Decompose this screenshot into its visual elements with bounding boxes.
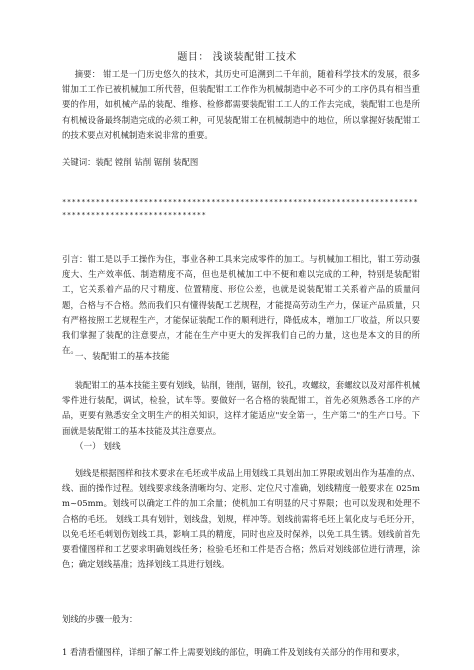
separator-line: ******************************************************************************************************** <box>62 198 419 219</box>
keywords-line: 关键词：装配 镗削 钻削 锯削 装配图 <box>62 157 199 167</box>
marking-step-1: 1 看清看懂图样，详细了解工件上需要划线的部位，明确工件及划线有关部分的作用和要求， <box>62 647 405 657</box>
section-basic-skills-paragraph: 装配钳工的基本技能主要有划线，钻削，锉削，锯削，铰孔，攻螺纹，套螺纹以及对部件机械零件进行装配，调试，检验，试车等。要做好一名合格的装配钳工，首先必须熟悉各工序的产品，更要有熟悉安全文明生产的相关知识，这样才能适应"安全第一，生产第二"的生产口号。下面就是装配钳工的基本技能及其注意要点。 <box>62 380 420 436</box>
document-title: 题目： 浅谈装配钳工技术 <box>177 52 297 63</box>
abstract-paragraph: 摘要： 钳工是一门历史悠久的技术，其历史可追溯到二千年前，随着科学技术的发展，很多钳加工工作已被机械加工所代替，但装配钳工工作作为机械制造中必不可少的工序仍具有相当重要的作用，如机械产品的装配、维修、检修都需要装配钳工工人的工作去完成，装配钳工也是所有机械设备最终制造完成的必须工种，可见装配钳工在机械制造中的地位，所以掌握好装配钳工的技术要点对机械制造来说非常的重要。 <box>62 69 420 140</box>
section-heading-basic-skills: 一、装配钳工的基本技能 <box>74 352 170 362</box>
introduction-paragraph: 引言：钳工是以手工操作为住，事业各种工具来完成零件的加工。与机械加工相比，钳工劳动强度大、生产效率低、制造精度不高，但也是机械加工中不便和难以完成的工种，特别是装配钳工，它关系着产品的尺寸精度、位置精度、形位公差，也就是说装配钳工关系着产品的质量问题，合格与不合格。然而我们只有懂得装配工艺规程，才能提高劳动生产力，保证产品质量，只有严格按照工艺规程生产，才能保证装配工作的顺利进行，降低成本，增加工厂收益，所以只要我们掌握了装配的注意要点，才能在生产中更大的发挥我们自己的力量，这也是本文的目的所在。 <box>62 254 420 356</box>
subsection-heading-marking: （一） 划线 <box>74 442 121 452</box>
marking-paragraph: 划线是根据图样和技术要求在毛坯或半成品上用划线工具划出加工界限或划出作为基准的点、线、面的操作过程。划线要求线条清晰均匀、定形、定位尺寸准确，划线精度一般要求在 025mm~05mm。划线可以确定工件的加工余量；使机加工有明显的尺寸界限；也可以发现和处理不合格的毛坯。 划线工具有划针，划线盘，划规，样冲等。划线前需将毛坯上氧化皮与毛坯分开，以免毛坯毛刺划伤划线工具，影响工具的精度，同时也应及时保养，以免工具生锈。划线前首先要看懂图样和工艺要求明确划线任务；检验毛坯和工件是否合格；然后对划线部位进行清理，涂色；确定划线基准；选择划线工具进行划线。 <box>62 468 420 570</box>
marking-steps-intro: 划线的步骤一般为： <box>62 614 138 624</box>
